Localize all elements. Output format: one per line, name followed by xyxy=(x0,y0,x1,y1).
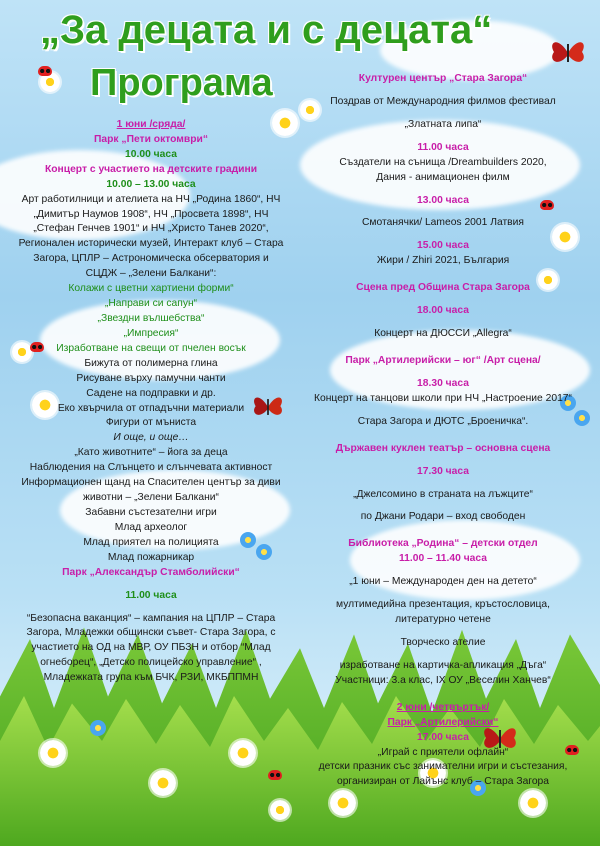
workshop-line: „Стефан Генчев 1901“ и НЧ „Христо Танев 2020“, xyxy=(33,223,269,235)
text-line: Концерт на танцови школи при НЧ „Настроение 2017“ xyxy=(314,392,572,404)
activity-item: Колажи с цветни хартиени форми“ xyxy=(68,283,234,295)
activity-item: Бижута от полимерна глина xyxy=(84,357,218,369)
time-label: 13.00 часа xyxy=(417,194,469,206)
text-line: „Играй с приятели офлайн“ xyxy=(377,746,509,758)
text-line: „1 юни – Международен ден на детето“ xyxy=(349,576,537,588)
workshop-line: Арт работилници и ателиета на НЧ „Родина 1860“, НЧ xyxy=(21,193,281,205)
activity-item: Информационен щанд на Спасителен център за диви xyxy=(21,477,281,489)
activity-item: Млад приятел на полицията xyxy=(83,536,219,548)
daisy-icon xyxy=(150,770,176,796)
time-label: 11.00 часа xyxy=(125,589,177,601)
daisy-icon xyxy=(520,790,546,816)
activity-item: „Като животните“ – йога за деца xyxy=(74,447,228,459)
page-title: „За децата и с децата“ xyxy=(40,8,493,52)
daisy-icon xyxy=(40,740,66,766)
activity-item: И още, и още… xyxy=(113,432,189,444)
campaign-line: участието на ОД на МВР, ОУ ПБЗН и отбор “Млад xyxy=(31,642,271,654)
text-line: по Джани Родари – вход свободен xyxy=(360,511,526,523)
forget-me-not-icon xyxy=(90,720,106,736)
text-line: Поздрав от Международния филмов фестивал xyxy=(330,95,556,107)
text-line: изработване на картичка-апликация „Дъга“ xyxy=(339,659,547,671)
daisy-icon xyxy=(330,790,356,816)
butterfly-icon xyxy=(548,36,588,70)
page-subtitle: Програма xyxy=(90,62,273,104)
activity-item: Рисуване върху памучни чанти xyxy=(76,372,226,384)
right-column xyxy=(298,72,588,790)
left-column xyxy=(6,118,296,686)
activity-item: „Звездни вълшебства“ xyxy=(97,312,205,324)
time-label: 18.00 часа xyxy=(417,305,469,317)
venue-heading: Библиотека „Родина“ – детски отдел xyxy=(348,538,538,550)
campaign-line: Младежката група към БЧК, РЗИ, МКБППМН xyxy=(43,672,259,684)
activity-item: Еко хвърчила от отпадъчни материали xyxy=(57,402,245,414)
activity-item: Изработване на свещи от пчелен восък xyxy=(56,342,246,354)
campaign-line: огнеборец“, „Детско полицейско управление“ , xyxy=(40,657,262,669)
text-line: Смотанячки/ Lameos 2001 Латвия xyxy=(362,217,524,229)
activity-item: Садене на подправки и др. xyxy=(86,387,216,399)
text-line: „Златната липа“ xyxy=(404,118,482,130)
text-line: Стара Загора и ДЮТС „Броеничка“. xyxy=(357,415,529,427)
venue-heading: Парк „Артилерийски“ xyxy=(387,716,499,728)
venue-heading: Държавен куклен театър – основна сцена xyxy=(335,442,551,454)
safety-campaign xyxy=(6,612,296,687)
campaign-line: “Безопасна ваканция“ – кампания на ЦПЛР – Стара xyxy=(26,612,276,624)
text-line: детски празник със занимателни игри и състезания, xyxy=(318,761,568,773)
text-line: Участници: 3.а клас, IX ОУ „Веселин Ханчев“ xyxy=(335,674,551,686)
venue-heading: Парк „Артилерийски – юг“ /Арт сцена/ xyxy=(345,354,541,366)
activities-list xyxy=(6,342,296,566)
workshop-line: „Димитър Наумов 1908“, НЧ „Просвета 1898“, НЧ xyxy=(33,208,269,220)
text-line: Дания - анимационен филм xyxy=(376,171,510,183)
activity-item: „Направи си сапун“ xyxy=(104,298,198,310)
date-heading: 2 юни /четвъртък/ xyxy=(396,701,490,713)
venue-heading: Парк „Александър Стамболийски“ xyxy=(62,566,240,578)
daisy-icon xyxy=(230,740,256,766)
text-line: Създатели на сънища /Dreambuilders 2020, xyxy=(339,156,547,168)
venue-heading: Културен център „Стара Загора“ xyxy=(358,73,528,84)
time-label: 10.00 – 13.00 часа xyxy=(106,178,196,190)
activity-item: „Импресия“ xyxy=(123,327,179,339)
activities-green-list xyxy=(6,282,296,342)
activity-item: Млад археолог xyxy=(114,521,188,533)
workshop-line: Загора, ЦПЛР – Астрономическа обсерватория и xyxy=(33,253,269,265)
activity-item: животни – „Зелени Балкани“ xyxy=(83,492,219,504)
text-line: Творческо ателие xyxy=(400,636,486,648)
workshop-line: Регионален исторически музей, Интеракт клуб – Стара xyxy=(18,238,284,250)
time-label: 15.00 часа xyxy=(417,240,469,252)
activity-item: Фигури от мъниста xyxy=(105,417,197,429)
time-label: 17.30 часа xyxy=(417,465,469,477)
time-label: 10.00 часа xyxy=(125,148,177,160)
venue-heading: Парк „Пети октомври“ xyxy=(93,133,209,145)
time-label: 11.00 – 11.40 часа xyxy=(399,553,487,565)
text-line: мултимедийна презентация, кръстословица, xyxy=(336,599,550,611)
ladybug-icon xyxy=(268,770,282,780)
daisy-icon xyxy=(270,800,290,820)
time-label: 17.00 часа xyxy=(417,731,469,743)
workshops-list xyxy=(6,193,296,283)
campaign-line: Загора, Младежки общински съвет- Стара Загора, с xyxy=(26,627,276,639)
activity-item: Забавни състезателни игри xyxy=(85,506,217,518)
workshop-line: СЦДЖ – „Зелени Балкани“: xyxy=(85,268,217,280)
text-line: литературно четене xyxy=(395,614,491,626)
venue-heading: Сцена пред Община Стара Загора xyxy=(356,282,530,294)
text-line: Жири / Zhiri 2021, България xyxy=(376,255,510,267)
time-label: 11.00 часа xyxy=(417,141,469,153)
ladybug-icon xyxy=(38,66,52,76)
activity-item: Млад пожарникар xyxy=(107,551,195,563)
text-line: Концерт на ДЮССИ „Allegra“ xyxy=(374,328,512,340)
event-heading: Концерт с участието на детските градини xyxy=(44,163,258,175)
time-label: 18.30 часа xyxy=(417,377,469,389)
date-heading: 1 юни /сряда/ xyxy=(116,119,186,130)
text-line: организиран от Лайънс клуб – Стара Загора xyxy=(336,776,550,788)
activity-item: Наблюдения на Слънцето и слънчевата активност xyxy=(29,462,273,474)
text-line: „Джелсомино в страната на лъжците“ xyxy=(353,488,533,500)
